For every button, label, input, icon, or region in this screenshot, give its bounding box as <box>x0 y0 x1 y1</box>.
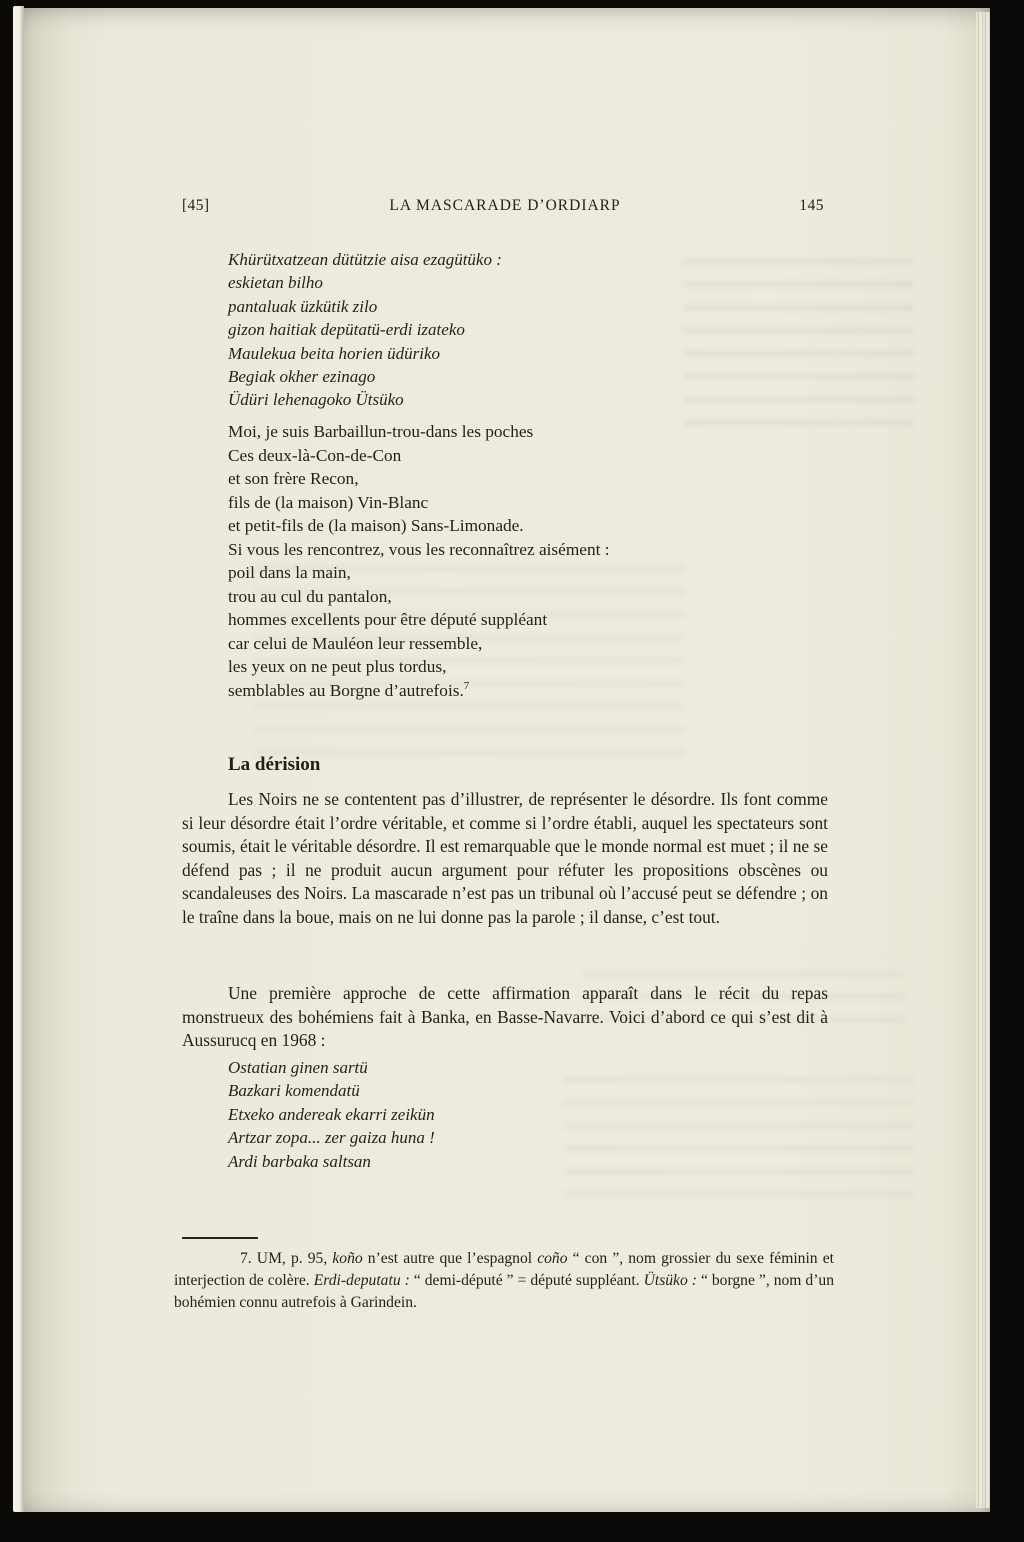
verse-line: et son frère Recon, <box>228 469 359 488</box>
verse-line: Bazkari komendatü <box>228 1081 360 1101</box>
verse-line: Artzar zopa... zer gaiza huna ! <box>228 1128 435 1148</box>
verse-line: Khürütxatzean dütützie aisa ezagütüko : <box>228 250 502 269</box>
french-verse <box>228 420 788 702</box>
footnote-reference-7: 7 <box>463 679 470 692</box>
basque-verse-1 <box>228 248 788 412</box>
verse-line-text: semblables au Borgne d’autrefois. <box>228 680 464 700</box>
verse-line: hommes excellents pour être député suppléant <box>228 610 548 629</box>
verse-line: et petit-fils de (la maison) Sans-Limonade. <box>228 516 524 535</box>
footnote-text: “ demi-député ” = député suppléant. <box>409 1272 644 1289</box>
facing-page-edge <box>13 6 24 1512</box>
verse-line-with-footnote-ref <box>228 679 788 703</box>
verse-line: Begiak okher ezinago <box>228 367 376 387</box>
footnote-text: “ con ”, nom grossier du sexe féminin et interjection de colère. <box>174 1250 834 1289</box>
footnote-term: Ütsüko : <box>643 1272 697 1289</box>
verse-line: Etxeko andereak ekarri zeikün <box>228 1104 435 1124</box>
page-number: 145 <box>799 197 824 214</box>
verse-line: fils de (la maison) Vin-Blanc <box>228 492 429 512</box>
verse-line: Moi, je suis Barbaillun-trou-dans les poches <box>228 422 534 441</box>
verse-line: poil dans la main, <box>228 563 351 582</box>
verse-line: car celui de Mauléon leur ressemble, <box>228 633 483 653</box>
verse-line: pantaluak üzkütik zilo <box>228 296 378 316</box>
verse-line: Maulekua beita horien üdüriko <box>228 343 440 363</box>
stacked-page-edges <box>976 12 990 1508</box>
verse-line: Ces deux-là-Con-de-Con <box>228 445 402 465</box>
footnote-text: 7. UM, p. 95, <box>240 1250 333 1267</box>
footnote-term: Erdi-deputatu : <box>313 1272 410 1289</box>
verse-line: Üdüri lehenagoko Ütsüko <box>228 390 404 410</box>
footnote-7 <box>174 1248 834 1314</box>
footnote-term: coño <box>537 1250 568 1267</box>
verse-line: Ostatian ginen sartü <box>228 1058 368 1077</box>
verse-line: trou au cul du pantalon, <box>228 586 392 606</box>
footnote-text: n’est autre que l’espagnol <box>362 1250 538 1267</box>
book-page <box>24 8 990 1512</box>
verse-line: gizon haitiak depütatü-erdi izateko <box>228 320 465 340</box>
verse-line: eskietan bilho <box>228 273 323 293</box>
footnote-term: koño <box>332 1250 363 1267</box>
verse-line: Ardi barbaka saltsan <box>228 1151 371 1171</box>
verse-line: Si vous les rencontrez, vous les reconnaîtrez aisément : <box>228 539 610 559</box>
footnote-rule <box>182 1237 258 1239</box>
body-paragraph-1: Les Noirs ne se contentent pas d’illustrer, de représenter le désordre. Ils font comme si leur désordre était l’ordre véritable, et comme si l’ordre établi, auquel les spectateurs sont soumis, était le véritable désordre. Il est remarquable que le monde normal est muet ; il ne se défend pas ; il ne produit aucun argument pour réfuter les propositions obscènes ou scandaleuses des Noirs. La mascarade n’est pas un tribunal où l’accusé peut se défendre ; on le traîne dans la boue, mais on ne lui donne pas la parole ; il danse, c’est tout. <box>182 789 828 927</box>
verse-line: les yeux on ne peut plus tordus, <box>228 657 447 676</box>
basque-verse-2 <box>228 1056 788 1173</box>
header-bracket-number: [45] <box>182 197 210 214</box>
footnote-text: “ borgne ”, nom d’un bohémien connu autrefois à Garindein. <box>174 1272 835 1311</box>
body-paragraph-2: Une première approche de cette affirmation apparaît dans le récit du repas monstrueux des bohémiens fait à Banka, en Basse-Navarre. Voici d’abord ce qui s’est dit à Aussurucq en 1968 : <box>182 983 828 1051</box>
running-title: LA MASCARADE D’ORDIARP <box>389 197 621 214</box>
section-heading: La dérision <box>228 754 321 775</box>
